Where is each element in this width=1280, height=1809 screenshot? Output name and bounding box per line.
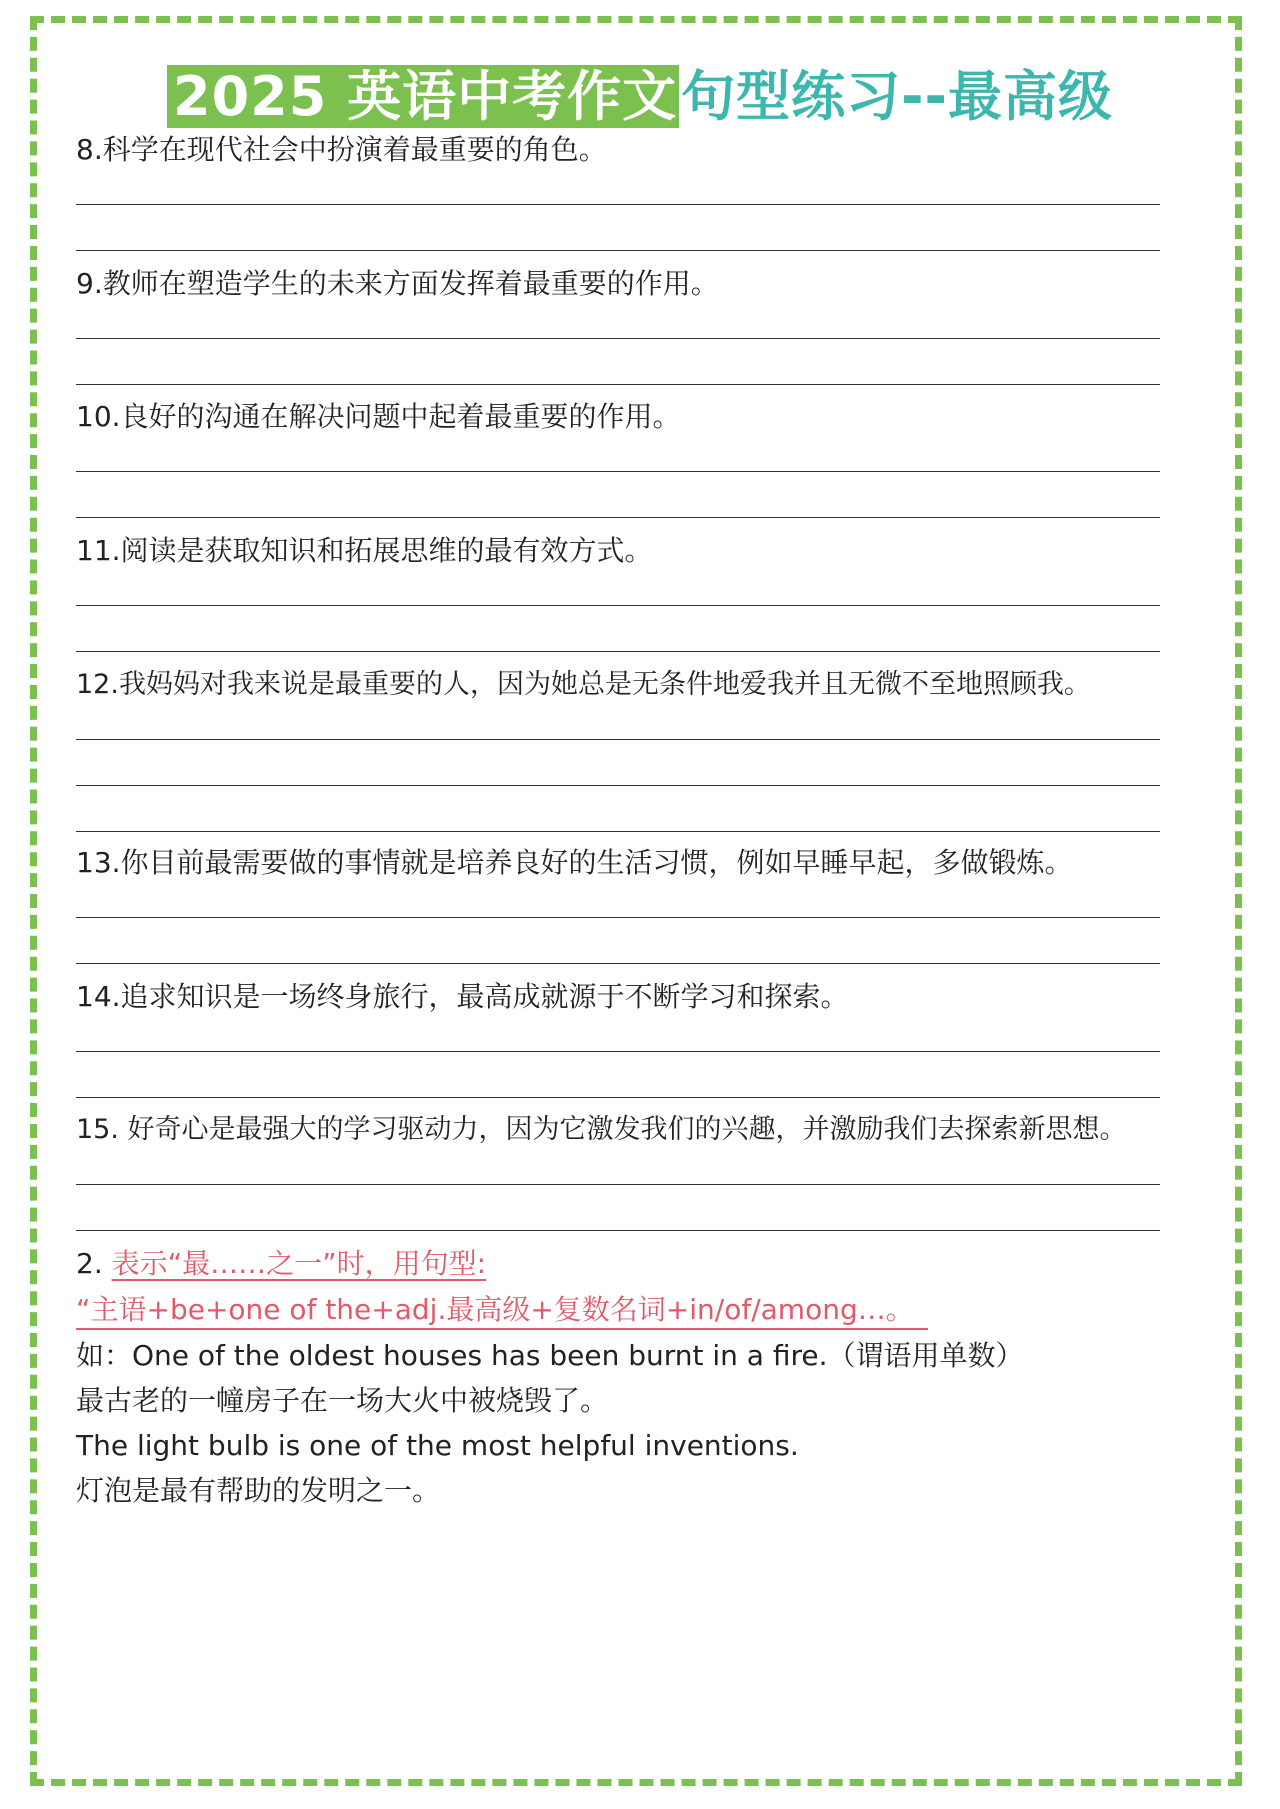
example-translation-1: 最古老的一幢房子在一场大火中被烧毁了。 [76,1384,609,1417]
answer-line[interactable] [76,338,1160,339]
section-2-pattern [76,1290,928,1330]
answer-line[interactable] [76,1184,1160,1185]
answer-line[interactable] [76,785,1160,786]
title-highlight: 2025 英语中考作文 [167,65,679,128]
example-sentence-2: The light bulb is one of the most helpful inventions. [76,1429,799,1462]
answer-line[interactable] [76,471,1160,472]
question-10: 10.良好的沟通在解决问题中起着最重要的作用。 [76,400,681,433]
question-11: 11.阅读是获取知识和拓展思维的最有效方式。 [76,534,653,567]
answer-line[interactable] [76,204,1160,205]
answer-line[interactable] [76,963,1160,964]
answer-line[interactable] [76,605,1160,606]
section-2-heading [76,1244,486,1284]
question-13: 13.你目前最需要做的事情就是培养良好的生活习惯，例如早睡早起，多做锻炼。 [76,846,1073,879]
question-9: 9.教师在塑造学生的未来方面发挥着最重要的作用。 [76,267,719,300]
question-14: 14.追求知识是一场终身旅行，最高成就源于不断学习和探索。 [76,980,849,1013]
answer-line[interactable] [76,517,1160,518]
question-12: 12.我妈妈对我来说是最重要的人，因为她总是无条件地爱我并且无微不至地照顾我。 [76,669,1091,700]
sentence-pattern: “主语+be+one of the+adj.最高级+复数名词+in/of/among…。 [76,1293,928,1330]
title-accent: 句型练习--最高级 [681,65,1113,128]
section-heading-text: 表示“最……之一”时，用句型: [111,1247,487,1280]
page-title [0,58,1280,136]
section-number: 2. [76,1247,103,1280]
answer-line[interactable] [76,831,1160,832]
answer-line[interactable] [76,651,1160,652]
answer-line[interactable] [76,384,1160,385]
example-translation-2: 灯泡是最有帮助的发明之一。 [76,1474,441,1507]
answer-line[interactable] [76,739,1160,740]
answer-line[interactable] [76,250,1160,251]
answer-line[interactable] [76,917,1160,918]
answer-line[interactable] [76,1097,1160,1098]
answer-line[interactable] [76,1230,1160,1231]
question-15: 15. 好奇心是最强大的学习驱动力，因为它激发我们的兴趣，并激励我们去探索新思想。 [76,1114,1127,1145]
question-8: 8.科学在现代社会中扮演着最重要的角色。 [76,133,607,166]
answer-line[interactable] [76,1051,1160,1052]
example-sentence-1: 如：One of the oldest houses has been burnt in a fire.（谓语用单数） [76,1339,1024,1372]
